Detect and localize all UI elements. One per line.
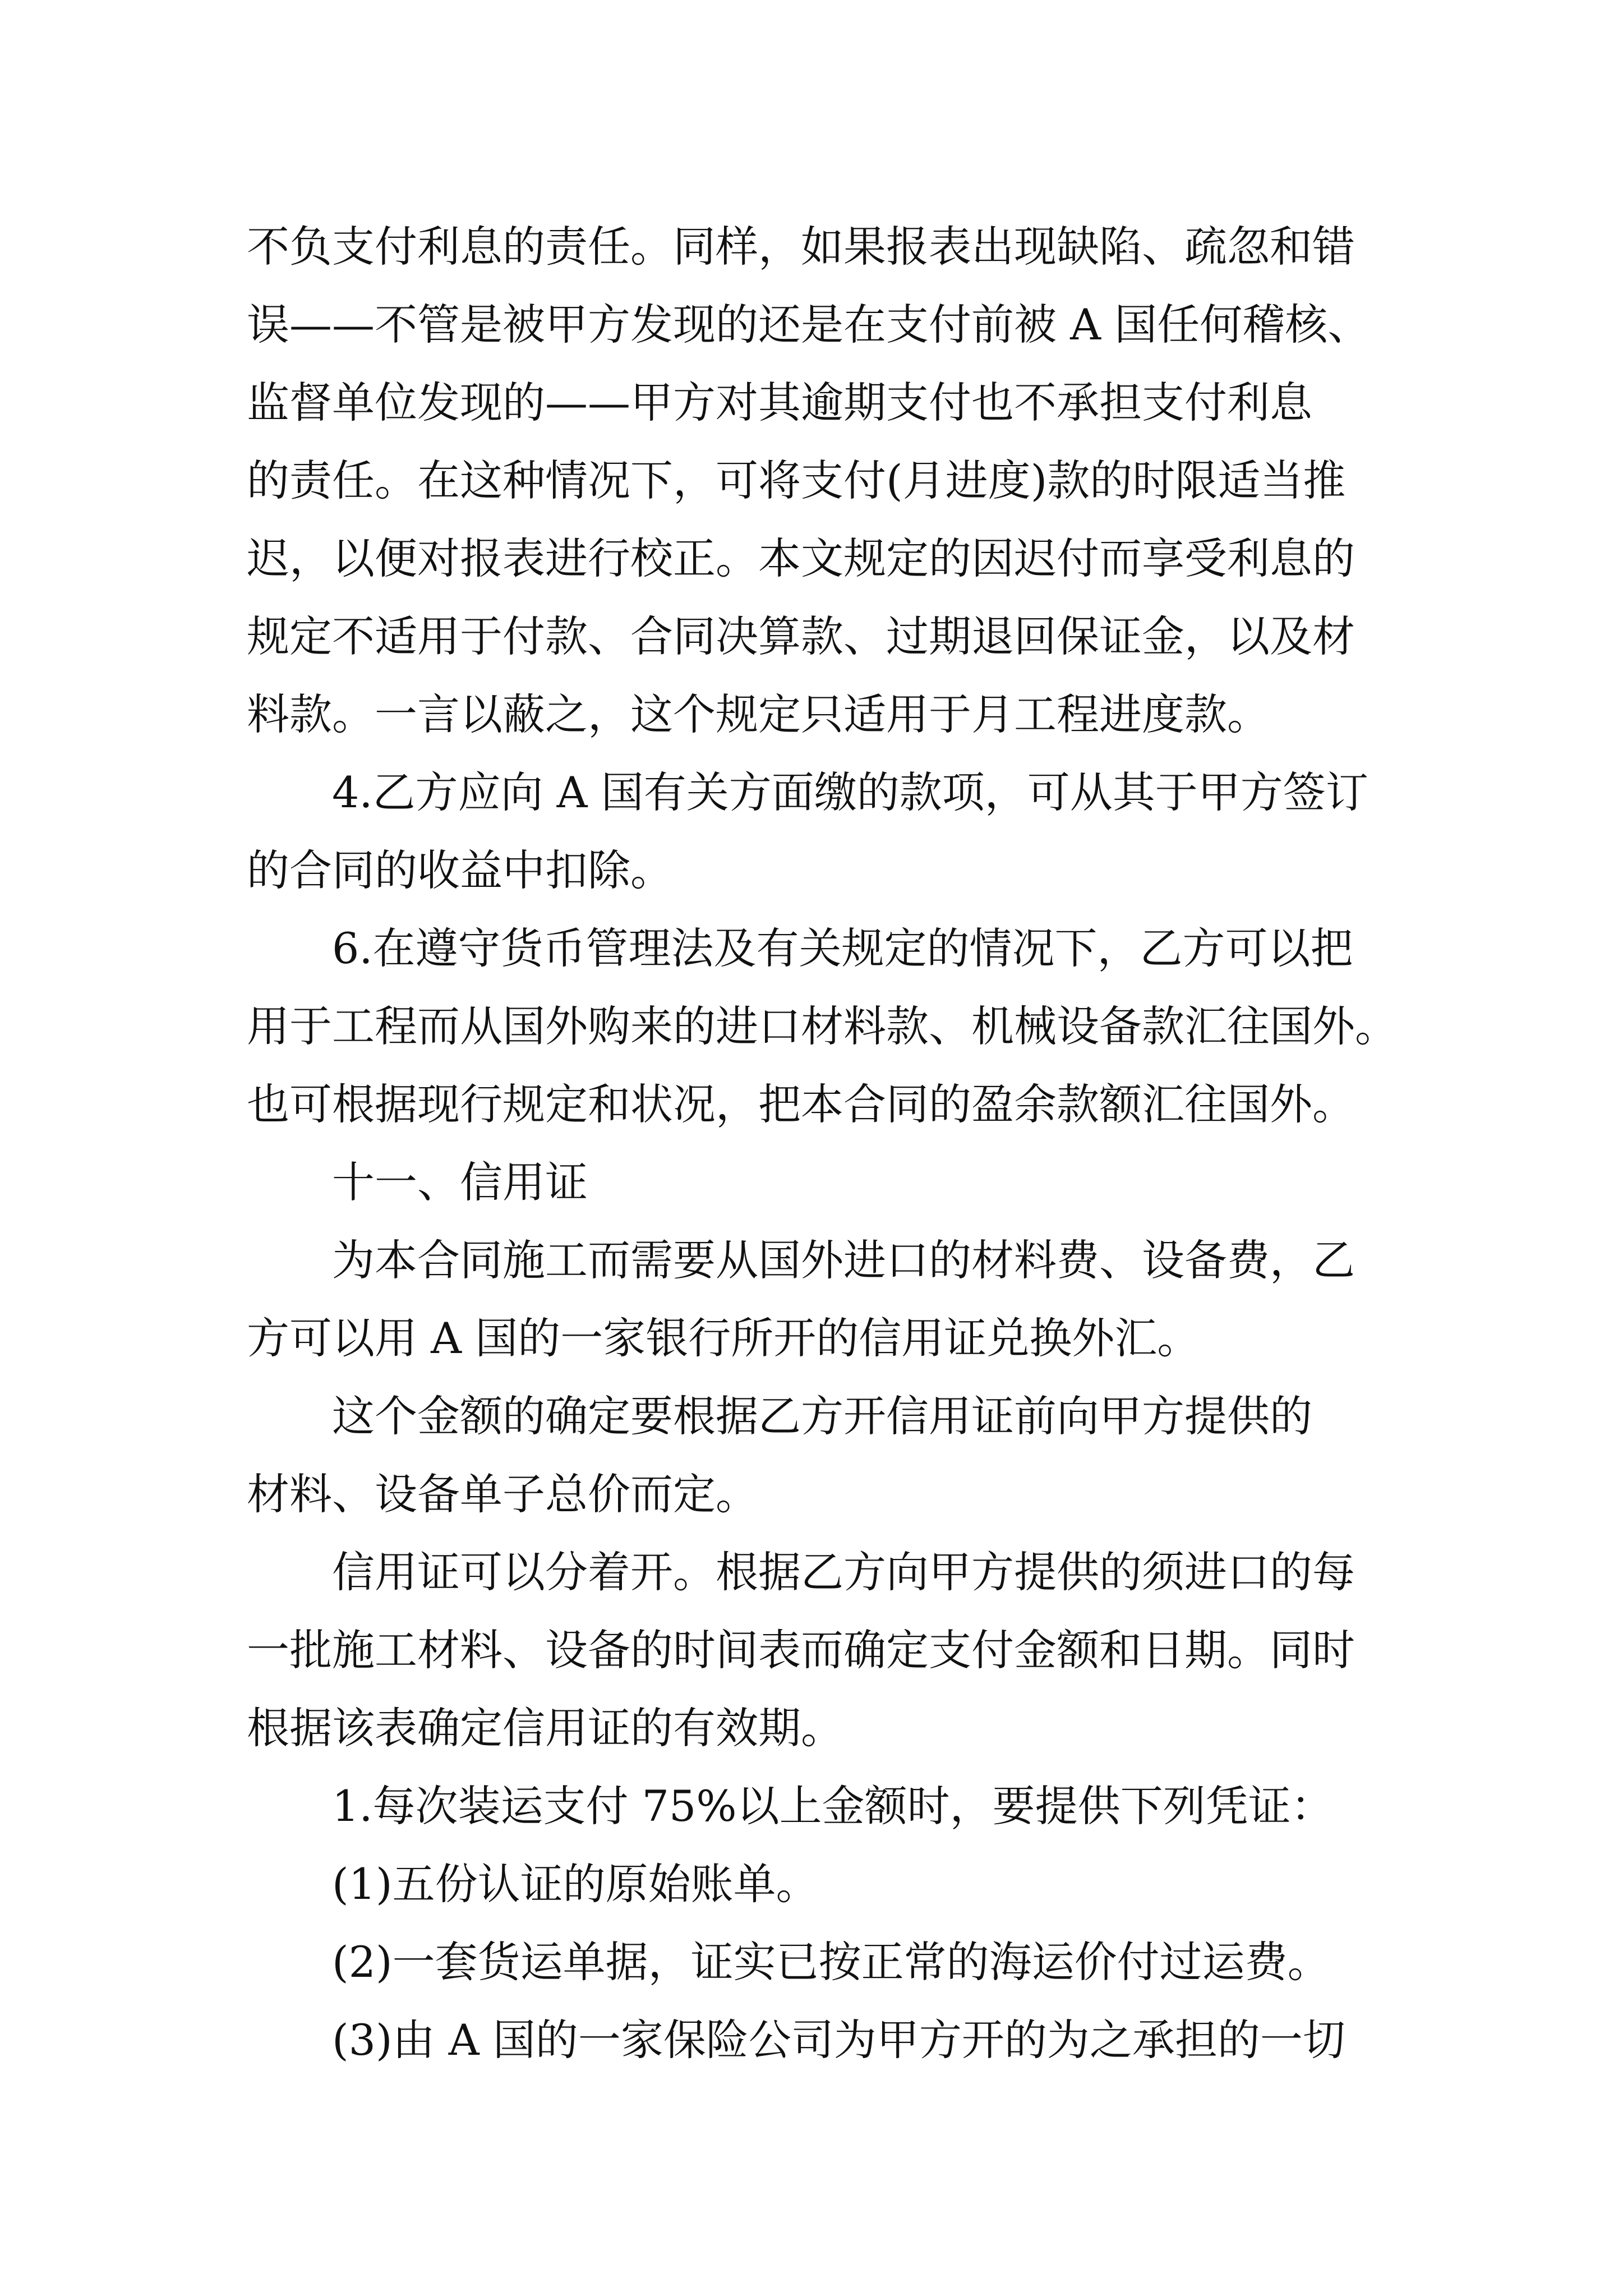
text-line: (3)由 A 国的一家保险公司为甲方开的为之承担的一切 (332, 2015, 1345, 2065)
text-line: 4.乙方应向 A 国有关方面缴的款项，可从其于甲方签订 (332, 767, 1368, 817)
text-line: 这个金额的确定要根据乙方开信用证前向甲方提供的 (332, 1391, 1312, 1441)
text-line: 信用证可以分着开。根据乙方向甲方提供的须进口的每 (332, 1547, 1355, 1597)
section-heading: 十一、信用证 (332, 1157, 588, 1207)
text-line: 误——不管是被甲方发现的还是在支付前被 A 国任何稽核、 (247, 300, 1371, 349)
document-body (247, 208, 1402, 2079)
text-line: 的合同的收益中扣除。 (247, 845, 673, 895)
text-line: 1.每次装运支付 75%以上金额时，要提供下列凭证： (332, 1781, 1334, 1831)
text-line: 不负支付利息的责任。同样，如果报表出现缺陷、疏忽和错 (247, 222, 1355, 272)
text-line: 方可以用 A 国的一家银行所开的信用证兑换外汇。 (247, 1313, 1200, 1363)
text-line: 一批施工材料、设备的时间表而确定支付金额和日期。同时 (247, 1625, 1355, 1675)
text-line: 的责任。在这种情况下，可将支付(月进度)款的时限适当推 (247, 455, 1346, 505)
text-line: 用于工程而从国外购来的进口材料款、机械设备款汇往国外。 (247, 1001, 1398, 1051)
text-line: 料款。一言以蔽之，这个规定只适用于月工程进度款。 (247, 689, 1270, 739)
text-line: (1)五份认证的原始账单。 (332, 1859, 819, 1909)
text-line: (2)一套货运单据，证实已按正常的海运价付过运费。 (332, 1937, 1330, 1987)
text-line: 监督单位发现的——甲方对其逾期支付也不承担支付利息 (247, 378, 1312, 427)
text-line: 规定不适用于付款、合同决算款、过期退回保证金，以及材 (247, 611, 1355, 661)
text-line: 为本合同施工而需要从国外进口的材料费、设备费，乙 (332, 1235, 1355, 1285)
text-line: 根据该表确定信用证的有效期。 (247, 1703, 843, 1753)
text-line: 也可根据现行规定和状况，把本合同的盈余款额汇往国外。 (247, 1079, 1355, 1129)
text-line: 材料、设备单子总价而定。 (247, 1469, 758, 1519)
text-line: 6.在遵守货币管理法及有关规定的情况下，乙方可以把 (332, 923, 1353, 973)
text-line: 迟，以便对报表进行校正。本文规定的因迟付而享受利息的 (247, 533, 1355, 583)
